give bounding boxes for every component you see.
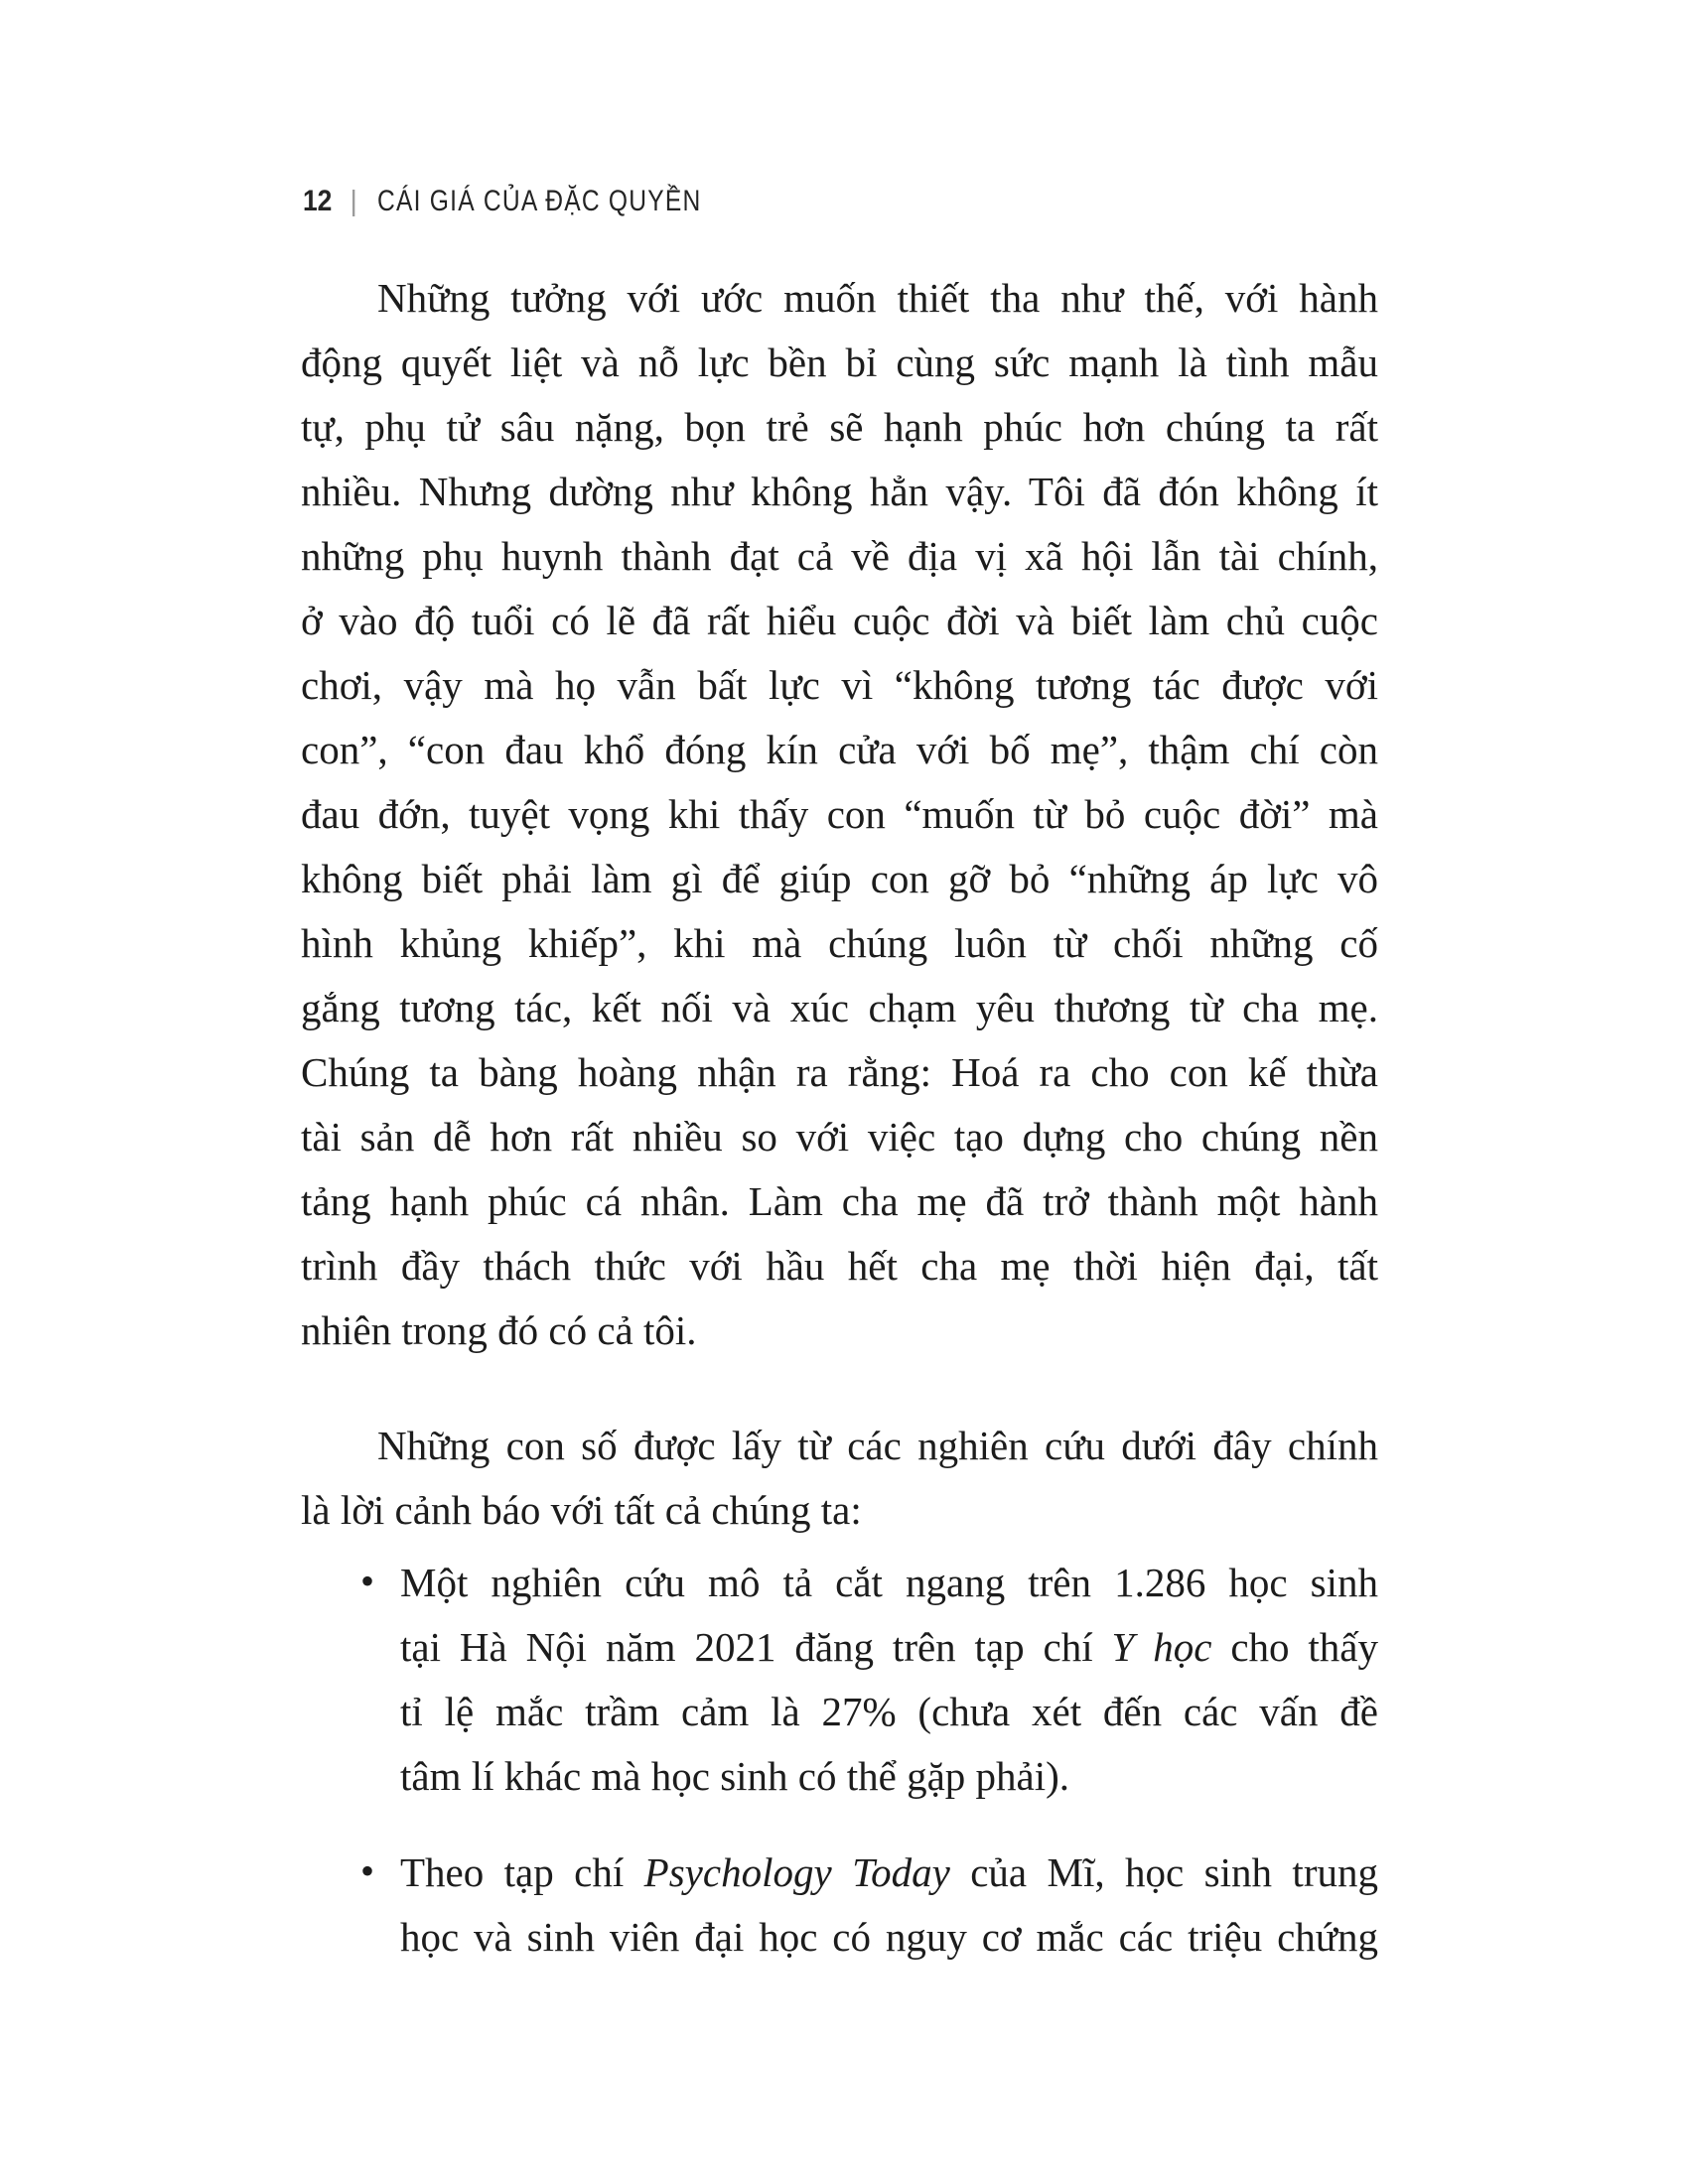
text-segment: đau đớn, tuyệt vọng khi thấy con “muốn từ bỏ cuộc đời” mà xyxy=(301,791,1378,837)
italic-text: Psychology Today xyxy=(643,1849,950,1895)
text-line xyxy=(400,1744,1378,1809)
text-line xyxy=(301,266,1378,331)
text-segment: ở vào độ tuổi có lẽ đã rất hiểu cuộc đời và biết làm chủ cuộc xyxy=(301,598,1378,643)
paragraph-warning-intro xyxy=(301,1414,1378,1543)
text-line xyxy=(301,1169,1378,1234)
text-segment: tự, phụ tử sâu nặng, bọn trẻ sẽ hạnh phúc hơn chúng ta rất xyxy=(301,404,1378,450)
running-title: CÁI GIÁ CỦA ĐẶC QUYỀN xyxy=(376,185,702,217)
text-segment: là lời cảnh báo với tất cả chúng ta: xyxy=(301,1487,862,1533)
text-line xyxy=(301,976,1378,1040)
text-segment: hình khủng khiếp”, khi mà chúng luôn từ chối những cố xyxy=(301,920,1378,966)
text-line xyxy=(301,395,1378,460)
text-line xyxy=(301,1105,1378,1169)
text-line xyxy=(301,782,1378,847)
page-number: 12 xyxy=(303,185,333,217)
paragraph-opening xyxy=(301,266,1378,1363)
text-segment: nhiên trong đó có cả tôi. xyxy=(301,1307,697,1353)
page-header xyxy=(303,185,773,218)
text-segment: tại Hà Nội năm 2021 đăng trên tạp chí xyxy=(400,1624,1112,1670)
text-segment: tài sản dễ hơn rất nhiều so với việc tạo dựng cho chúng nền xyxy=(301,1114,1378,1160)
text-segment: con”, “con đau khổ đóng kín cửa với bố mẹ”, thậm chí còn xyxy=(301,727,1378,772)
text-segment: tỉ lệ mắc trầm cảm là 27% (chưa xét đến các vấn đề xyxy=(400,1689,1378,1734)
text-segment: Theo tạp chí xyxy=(400,1849,644,1895)
text-segment: của Mĩ, học sinh trung xyxy=(949,1849,1378,1895)
text-segment: tâm lí khác mà học sinh có thể gặp phải). xyxy=(400,1753,1070,1799)
text-segment: không biết phải làm gì để giúp con gỡ bỏ “những áp lực vô xyxy=(301,856,1378,901)
text-line xyxy=(301,460,1378,524)
text-line xyxy=(301,1298,1378,1363)
bullet-icon: • xyxy=(360,1559,375,1603)
text-segment: Một nghiên cứu mô tả cắt ngang trên 1.286 học sinh xyxy=(400,1560,1378,1605)
text-segment: nhiều. Nhưng dường như không hẳn vậy. Tôi đã đón không ít xyxy=(301,469,1378,514)
bullet-item-psychology-today xyxy=(301,1841,1378,1970)
text-line xyxy=(301,1234,1378,1298)
text-line xyxy=(400,1551,1378,1615)
text-line xyxy=(301,718,1378,782)
text-segment: trình đầy thách thức với hầu hết cha mẹ thời hiện đại, tất xyxy=(301,1243,1378,1289)
bullet-item-text xyxy=(400,1841,1378,1970)
text-line xyxy=(400,1841,1378,1905)
text-line xyxy=(400,1905,1378,1970)
text-line xyxy=(301,1414,1378,1478)
text-line xyxy=(301,847,1378,911)
text-line xyxy=(301,331,1378,395)
text-segment: những phụ huynh thành đạt cả về địa vị xã hội lẫn tài chính, xyxy=(301,533,1378,579)
text-segment: Những con số được lấy từ các nghiên cứu dưới đây chính xyxy=(377,1423,1378,1468)
text-segment: cho thấy xyxy=(1211,1624,1379,1670)
text-segment: động quyết liệt và nỗ lực bền bỉ cùng sức mạnh là tình mẫu xyxy=(301,340,1378,385)
text-segment: Chúng ta bàng hoàng nhận ra rằng: Hoá ra cho con kế thừa xyxy=(301,1049,1378,1095)
header-separator-icon: | xyxy=(350,186,357,217)
italic-text: Y học xyxy=(1111,1624,1212,1670)
text-line xyxy=(301,911,1378,976)
text-segment: gắng tương tác, kết nối và xúc chạm yêu thương từ cha mẹ. xyxy=(301,985,1378,1030)
bullet-item-text xyxy=(400,1551,1378,1809)
text-segment: tảng hạnh phúc cá nhân. Làm cha mẹ đã trở thành một hành xyxy=(301,1178,1378,1224)
text-line xyxy=(301,653,1378,718)
text-line xyxy=(400,1615,1378,1680)
text-segment: chơi, vậy mà họ vẫn bất lực vì “không tương tác được với xyxy=(301,662,1378,708)
text-line xyxy=(400,1680,1378,1744)
text-line xyxy=(301,1040,1378,1105)
text-segment: học và sinh viên đại học có nguy cơ mắc các triệu chứng xyxy=(400,1914,1378,1960)
text-line xyxy=(301,524,1378,589)
text-segment: Những tưởng với ước muốn thiết tha như thế, với hành xyxy=(377,275,1378,321)
text-line xyxy=(301,1478,1378,1543)
bullet-icon: • xyxy=(360,1848,375,1893)
text-line xyxy=(301,589,1378,653)
bullet-item-hanoi-study xyxy=(301,1551,1378,1809)
